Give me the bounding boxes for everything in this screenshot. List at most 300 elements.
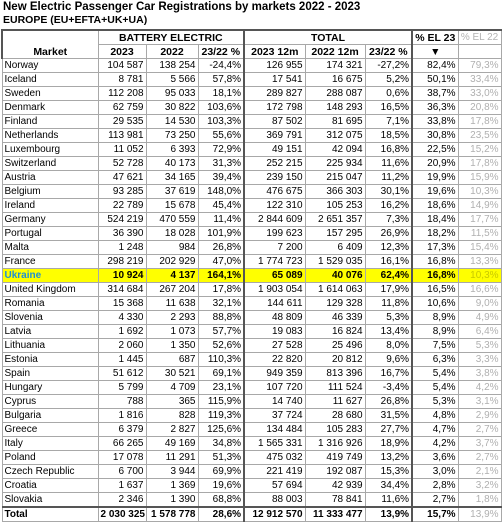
- cell-be-2023: 22 789: [98, 199, 146, 213]
- cell-total-2022: 312 075: [305, 129, 365, 143]
- cell-total-2023: 252 215: [244, 157, 305, 171]
- cell-be-2023: 5 799: [98, 381, 146, 395]
- cell-market: Total: [2, 507, 98, 522]
- cell-total-change: 11,6%: [365, 157, 412, 171]
- page-title: New Electric Passenger Car Registrations by markets 2022 - 2023: [3, 1, 361, 13]
- cell-pct-el-22: 17,7%: [458, 213, 501, 227]
- cell-market: Greece: [2, 423, 98, 437]
- cell-pct-el-23: 6,3%: [412, 353, 458, 367]
- cell-be-2022: 95 033: [146, 87, 198, 101]
- cell-total-2022: 42 094: [305, 143, 365, 157]
- cell-be-2023: 66 265: [98, 437, 146, 451]
- cell-total-change: -27,2%: [365, 59, 412, 73]
- cell-pct-el-22: 3,2%: [458, 479, 501, 493]
- cell-pct-el-22: 33,0%: [458, 87, 501, 101]
- cell-total-change: 13,2%: [365, 451, 412, 465]
- cell-be-2022: 4 709: [146, 381, 198, 395]
- cell-total-2022: 148 293: [305, 101, 365, 115]
- cell-total-2023: 2 844 609: [244, 213, 305, 227]
- cell-pct-el-23: 16,8%: [412, 255, 458, 269]
- cell-total-2022: 16 675: [305, 73, 365, 87]
- header-row-groups: [2, 30, 501, 45]
- column-header-be-2022: 2022: [146, 45, 198, 59]
- cell-total-change: 16,2%: [365, 199, 412, 213]
- cell-be-2022: 828: [146, 409, 198, 423]
- cell-pct-el-23: 19,6%: [412, 185, 458, 199]
- cell-total-change: 12,3%: [365, 241, 412, 255]
- cell-be-change: 69,1%: [198, 367, 244, 381]
- cell-be-2023: 788: [98, 395, 146, 409]
- cell-be-2023: 62 759: [98, 101, 146, 115]
- cell-pct-el-22: 14,9%: [458, 199, 501, 213]
- cell-total-2022: 78 841: [305, 493, 365, 508]
- cell-total-2022: 105 283: [305, 423, 365, 437]
- cell-market: Czech Republic: [2, 465, 98, 479]
- cell-be-change: 52,6%: [198, 339, 244, 353]
- cell-total-change: 26,8%: [365, 395, 412, 409]
- cell-be-2022: 11 638: [146, 297, 198, 311]
- cell-pct-el-23: 4,2%: [412, 437, 458, 451]
- cell-be-2022: 984: [146, 241, 198, 255]
- cell-total-2023: 172 798: [244, 101, 305, 115]
- cell-market: Netherlands: [2, 129, 98, 143]
- cell-total-2022: 40 076: [305, 269, 365, 283]
- table-row: [2, 101, 501, 115]
- table-row: [2, 409, 501, 423]
- table-row: [2, 73, 501, 87]
- cell-market: Sweden: [2, 87, 98, 101]
- cell-market: France: [2, 255, 98, 269]
- cell-be-change: 23,1%: [198, 381, 244, 395]
- cell-total-2023: 476 675: [244, 185, 305, 199]
- column-header-be-2023: 2023: [98, 45, 146, 59]
- cell-total-2023: 126 955: [244, 59, 305, 73]
- table-row: [2, 325, 501, 339]
- cell-pct-el-23: 20,9%: [412, 157, 458, 171]
- cell-be-2023: 2 060: [98, 339, 146, 353]
- cell-be-change: 32,1%: [198, 297, 244, 311]
- cell-market: Finland: [2, 115, 98, 129]
- cell-pct-el-22: 2,7%: [458, 423, 501, 437]
- cell-total-2022: 1 614 063: [305, 283, 365, 297]
- cell-be-2023: 10 924: [98, 269, 146, 283]
- cell-pct-el-22: 17,8%: [458, 157, 501, 171]
- cell-be-2022: 11 291: [146, 451, 198, 465]
- cell-be-2023: 2 030 325: [98, 507, 146, 522]
- cell-be-2022: 4 137: [146, 269, 198, 283]
- table-row: [2, 185, 501, 199]
- cell-pct-el-22: 5,3%: [458, 339, 501, 353]
- cell-total-2022: 11 333 477: [305, 507, 365, 522]
- cell-market: Romania: [2, 297, 98, 311]
- cell-pct-el-23: 16,5%: [412, 283, 458, 297]
- cell-total-2023: 87 502: [244, 115, 305, 129]
- cell-pct-el-22: 15,4%: [458, 241, 501, 255]
- table-row: [2, 479, 501, 493]
- cell-be-2022: 1 578 778: [146, 507, 198, 522]
- cell-be-change: 45,4%: [198, 199, 244, 213]
- cell-market: Luxembourg: [2, 143, 98, 157]
- cell-be-2022: 5 566: [146, 73, 198, 87]
- cell-be-change: 28,6%: [198, 507, 244, 522]
- cell-pct-el-23: 18,2%: [412, 227, 458, 241]
- cell-be-2023: 1 692: [98, 325, 146, 339]
- cell-total-change: 16,8%: [365, 143, 412, 157]
- cell-be-change: 103,6%: [198, 101, 244, 115]
- cell-total-change: 16,5%: [365, 101, 412, 115]
- cell-be-2023: 112 208: [98, 87, 146, 101]
- table-row: [2, 87, 501, 101]
- cell-total-2022: 129 328: [305, 297, 365, 311]
- cell-market: Croatia: [2, 479, 98, 493]
- cell-total-2023: 1 903 054: [244, 283, 305, 297]
- cell-total-2023: 107 720: [244, 381, 305, 395]
- cell-total-2022: 215 047: [305, 171, 365, 185]
- cell-be-change: 55,6%: [198, 129, 244, 143]
- cell-pct-el-23: 3,0%: [412, 465, 458, 479]
- cell-pct-el-23: 50,1%: [412, 73, 458, 87]
- cell-pct-el-22: 3,7%: [458, 437, 501, 451]
- cell-be-change: 18,1%: [198, 87, 244, 101]
- cell-be-change: 26,8%: [198, 241, 244, 255]
- cell-market: Ukraine: [2, 269, 98, 283]
- cell-total-2022: 2 651 357: [305, 213, 365, 227]
- cell-pct-el-22: 4,2%: [458, 381, 501, 395]
- cell-market: Iceland: [2, 73, 98, 87]
- cell-total-2022: 42 939: [305, 479, 365, 493]
- cell-total-change: 7,3%: [365, 213, 412, 227]
- cell-be-2023: 113 981: [98, 129, 146, 143]
- cell-pct-el-23: 2,8%: [412, 479, 458, 493]
- cell-be-2022: 2 827: [146, 423, 198, 437]
- cell-pct-el-22: 17,8%: [458, 115, 501, 129]
- cell-total-2023: 949 359: [244, 367, 305, 381]
- table-row: [2, 451, 501, 465]
- column-header-pct-el-22: % EL 22: [458, 30, 501, 45]
- cell-be-change: 115,9%: [198, 395, 244, 409]
- cell-pct-el-23: 4,7%: [412, 423, 458, 437]
- cell-be-2023: 8 781: [98, 73, 146, 87]
- cell-be-change: 164,1%: [198, 269, 244, 283]
- cell-total-2023: 22 820: [244, 353, 305, 367]
- cell-market: Lithuania: [2, 339, 98, 353]
- cell-pct-el-23: 33,8%: [412, 115, 458, 129]
- cell-be-change: 101,9%: [198, 227, 244, 241]
- cell-be-change: 51,3%: [198, 451, 244, 465]
- cell-total-2022: 1 529 035: [305, 255, 365, 269]
- cell-be-change: 57,8%: [198, 73, 244, 87]
- cell-be-2022: 2 293: [146, 311, 198, 325]
- cell-total-change: 16,7%: [365, 367, 412, 381]
- cell-pct-el-22: 11,5%: [458, 227, 501, 241]
- cell-total-change: 30,1%: [365, 185, 412, 199]
- table-row: [2, 395, 501, 409]
- cell-be-2022: 1 073: [146, 325, 198, 339]
- table-row: [2, 437, 501, 451]
- cell-total-2022: 288 087: [305, 87, 365, 101]
- cell-be-2023: 1 637: [98, 479, 146, 493]
- cell-pct-el-23: 5,3%: [412, 395, 458, 409]
- cell-pct-el-22: 13,3%: [458, 255, 501, 269]
- cell-market: Ireland: [2, 199, 98, 213]
- cell-be-2022: 14 530: [146, 115, 198, 129]
- column-header-pct-el-23: % EL 23: [412, 30, 458, 45]
- cell-be-2023: 36 390: [98, 227, 146, 241]
- cell-total-2022: 6 409: [305, 241, 365, 255]
- column-header-be-change: 23/22 %: [198, 45, 244, 59]
- cell-pct-el-23: 4,8%: [412, 409, 458, 423]
- cell-be-2023: 6 379: [98, 423, 146, 437]
- cell-total-2022: 16 824: [305, 325, 365, 339]
- cell-pct-el-23: 17,3%: [412, 241, 458, 255]
- cell-be-2023: 52 728: [98, 157, 146, 171]
- cell-market: Latvia: [2, 325, 98, 339]
- cell-total-change: 13,4%: [365, 325, 412, 339]
- cell-total-2023: 48 809: [244, 311, 305, 325]
- cell-be-change: 88,8%: [198, 311, 244, 325]
- cell-total-change: 17,9%: [365, 283, 412, 297]
- cell-be-change: 72,9%: [198, 143, 244, 157]
- cell-pct-el-23: 19,9%: [412, 171, 458, 185]
- table-total-row: [2, 507, 501, 522]
- sort-descending-icon[interactable]: ▼: [412, 45, 458, 59]
- cell-pct-el-23: 3,6%: [412, 451, 458, 465]
- cell-pct-el-22: 9,0%: [458, 297, 501, 311]
- cell-pct-el-23: 10,6%: [412, 297, 458, 311]
- cell-total-change: 5,2%: [365, 73, 412, 87]
- cell-be-change: 125,6%: [198, 423, 244, 437]
- cell-be-2023: 1 445: [98, 353, 146, 367]
- cell-be-2023: 2 346: [98, 493, 146, 508]
- cell-pct-el-22: 15,9%: [458, 171, 501, 185]
- cell-be-2023: 1 816: [98, 409, 146, 423]
- cell-total-2022: 111 524: [305, 381, 365, 395]
- cell-pct-el-22: 13,9%: [458, 507, 501, 522]
- table-row: [2, 143, 501, 157]
- cell-market: Portugal: [2, 227, 98, 241]
- cell-pct-el-23: 8,9%: [412, 325, 458, 339]
- table-row: [2, 367, 501, 381]
- cell-be-2022: 3 944: [146, 465, 198, 479]
- column-header-total-2023: 2023 12m: [244, 45, 305, 59]
- cell-market: Slovakia: [2, 493, 98, 508]
- cell-pct-el-22: 3,3%: [458, 353, 501, 367]
- cell-total-2022: 174 321: [305, 59, 365, 73]
- cell-total-2022: 81 695: [305, 115, 365, 129]
- cell-pct-el-23: 8,9%: [412, 311, 458, 325]
- table-row: [2, 227, 501, 241]
- cell-be-2023: 11 052: [98, 143, 146, 157]
- cell-be-2022: 687: [146, 353, 198, 367]
- cell-total-change: 0,6%: [365, 87, 412, 101]
- cell-be-2023: 6 700: [98, 465, 146, 479]
- cell-be-change: 110,3%: [198, 353, 244, 367]
- cell-be-2022: 6 393: [146, 143, 198, 157]
- cell-total-2023: 88 003: [244, 493, 305, 508]
- cell-pct-el-23: 22,5%: [412, 143, 458, 157]
- cell-total-2023: 49 151: [244, 143, 305, 157]
- cell-total-2023: 12 912 570: [244, 507, 305, 522]
- cell-market: Cyprus: [2, 395, 98, 409]
- cell-total-change: 18,9%: [365, 437, 412, 451]
- registrations-table: [1, 29, 502, 522]
- cell-market: Slovenia: [2, 311, 98, 325]
- table-row: [2, 423, 501, 437]
- cell-be-2022: 18 028: [146, 227, 198, 241]
- cell-be-change: 103,3%: [198, 115, 244, 129]
- cell-total-2022: 105 253: [305, 199, 365, 213]
- cell-market: Germany: [2, 213, 98, 227]
- table-row: [2, 129, 501, 143]
- cell-be-change: 17,8%: [198, 283, 244, 297]
- cell-total-2022: 366 303: [305, 185, 365, 199]
- table-row: [2, 269, 501, 283]
- cell-market: Denmark: [2, 101, 98, 115]
- cell-be-change: 68,8%: [198, 493, 244, 508]
- cell-pct-el-23: 5,4%: [412, 367, 458, 381]
- cell-total-2023: 37 724: [244, 409, 305, 423]
- cell-pct-el-22: 2,7%: [458, 451, 501, 465]
- cell-total-2023: 239 150: [244, 171, 305, 185]
- cell-pct-el-22: 79,3%: [458, 59, 501, 73]
- cell-total-2023: 1 774 723: [244, 255, 305, 269]
- cell-be-change: 57,7%: [198, 325, 244, 339]
- cell-be-2023: 298 219: [98, 255, 146, 269]
- cell-pct-el-22: 15,2%: [458, 143, 501, 157]
- cell-be-2022: 1 369: [146, 479, 198, 493]
- cell-be-2022: 30 822: [146, 101, 198, 115]
- cell-be-change: 69,9%: [198, 465, 244, 479]
- cell-total-change: 62,4%: [365, 269, 412, 283]
- cell-be-2022: 49 169: [146, 437, 198, 451]
- cell-be-change: 34,8%: [198, 437, 244, 451]
- cell-total-2022: 46 339: [305, 311, 365, 325]
- cell-pct-el-23: 18,4%: [412, 213, 458, 227]
- cell-pct-el-22: 2,9%: [458, 409, 501, 423]
- cell-total-change: 16,1%: [365, 255, 412, 269]
- cell-pct-el-23: 30,8%: [412, 129, 458, 143]
- cell-total-change: 9,6%: [365, 353, 412, 367]
- cell-total-2022: 813 396: [305, 367, 365, 381]
- cell-total-change: 5,3%: [365, 311, 412, 325]
- cell-pct-el-22: 1,8%: [458, 493, 501, 508]
- cell-total-change: 11,2%: [365, 171, 412, 185]
- table-row: [2, 213, 501, 227]
- cell-pct-el-22: 20,8%: [458, 101, 501, 115]
- cell-be-2023: 104 587: [98, 59, 146, 73]
- column-header-total-2022: 2022 12m: [305, 45, 365, 59]
- cell-pct-el-22: 4,9%: [458, 311, 501, 325]
- cell-total-change: -3,4%: [365, 381, 412, 395]
- cell-total-2022: 157 295: [305, 227, 365, 241]
- cell-pct-el-23: 15,7%: [412, 507, 458, 522]
- cell-be-change: 148,0%: [198, 185, 244, 199]
- cell-be-change: 19,6%: [198, 479, 244, 493]
- table-row: [2, 311, 501, 325]
- cell-pct-el-22: 6,4%: [458, 325, 501, 339]
- cell-total-2023: 65 089: [244, 269, 305, 283]
- cell-pct-el-22: 23,5%: [458, 129, 501, 143]
- cell-be-change: -24,4%: [198, 59, 244, 73]
- cell-market: Austria: [2, 171, 98, 185]
- cell-pct-el-23: 5,4%: [412, 381, 458, 395]
- cell-total-change: 27,7%: [365, 423, 412, 437]
- cell-market: Norway: [2, 59, 98, 73]
- cell-be-2023: 17 078: [98, 451, 146, 465]
- cell-be-2022: 15 678: [146, 199, 198, 213]
- cell-be-2022: 1 390: [146, 493, 198, 508]
- table-row: [2, 157, 501, 171]
- cell-be-change: 47,0%: [198, 255, 244, 269]
- cell-be-2023: 524 219: [98, 213, 146, 227]
- cell-be-2022: 30 521: [146, 367, 198, 381]
- group-header-total: TOTAL: [244, 30, 412, 45]
- cell-be-2023: 314 684: [98, 283, 146, 297]
- cell-pct-el-23: 38,7%: [412, 87, 458, 101]
- table-row: [2, 199, 501, 213]
- table-row: [2, 381, 501, 395]
- cell-total-2022: 28 680: [305, 409, 365, 423]
- cell-total-change: 15,3%: [365, 465, 412, 479]
- cell-market: Switzerland: [2, 157, 98, 171]
- cell-be-2022: 37 619: [146, 185, 198, 199]
- cell-total-2023: 57 694: [244, 479, 305, 493]
- group-header-battery-electric: BATTERY ELECTRIC: [98, 30, 244, 45]
- cell-be-2022: 365: [146, 395, 198, 409]
- cell-be-2023: 4 330: [98, 311, 146, 325]
- table-row: [2, 171, 501, 185]
- cell-be-2022: 138 254: [146, 59, 198, 73]
- cell-be-change: 119,3%: [198, 409, 244, 423]
- page-subtitle: EUROPE (EU+EFTA+UK+UA): [3, 14, 148, 26]
- table-row: [2, 465, 501, 479]
- cell-be-2023: 51 612: [98, 367, 146, 381]
- column-header-total-change: 23/22 %: [365, 45, 412, 59]
- cell-total-change: 7,1%: [365, 115, 412, 129]
- cell-pct-el-23: 82,4%: [412, 59, 458, 73]
- cell-total-2023: 1 565 331: [244, 437, 305, 451]
- cell-total-change: 34,4%: [365, 479, 412, 493]
- cell-total-2023: 17 541: [244, 73, 305, 87]
- cell-be-2022: 470 559: [146, 213, 198, 227]
- cell-pct-el-23: 36,3%: [412, 101, 458, 115]
- cell-market: Belgium: [2, 185, 98, 199]
- table-body: [2, 59, 501, 522]
- column-header-pct-el-22-sub: [458, 45, 501, 59]
- cell-total-change: 31,5%: [365, 409, 412, 423]
- column-header-market: Market: [2, 30, 98, 59]
- cell-market: Bulgaria: [2, 409, 98, 423]
- cell-be-2023: 1 248: [98, 241, 146, 255]
- cell-total-change: 13,9%: [365, 507, 412, 522]
- cell-be-2022: 34 165: [146, 171, 198, 185]
- cell-pct-el-22: 10,3%: [458, 269, 501, 283]
- cell-total-change: 26,9%: [365, 227, 412, 241]
- table-row: [2, 353, 501, 367]
- cell-market: Spain: [2, 367, 98, 381]
- cell-market: Estonia: [2, 353, 98, 367]
- cell-pct-el-23: 16,8%: [412, 269, 458, 283]
- cell-market: United Kingdom: [2, 283, 98, 297]
- cell-market: Poland: [2, 451, 98, 465]
- cell-pct-el-22: 2,1%: [458, 465, 501, 479]
- cell-total-2023: 134 484: [244, 423, 305, 437]
- cell-be-2023: 29 535: [98, 115, 146, 129]
- cell-total-2023: 221 419: [244, 465, 305, 479]
- cell-total-2022: 20 812: [305, 353, 365, 367]
- cell-total-change: 11,8%: [365, 297, 412, 311]
- cell-pct-el-22: 10,3%: [458, 185, 501, 199]
